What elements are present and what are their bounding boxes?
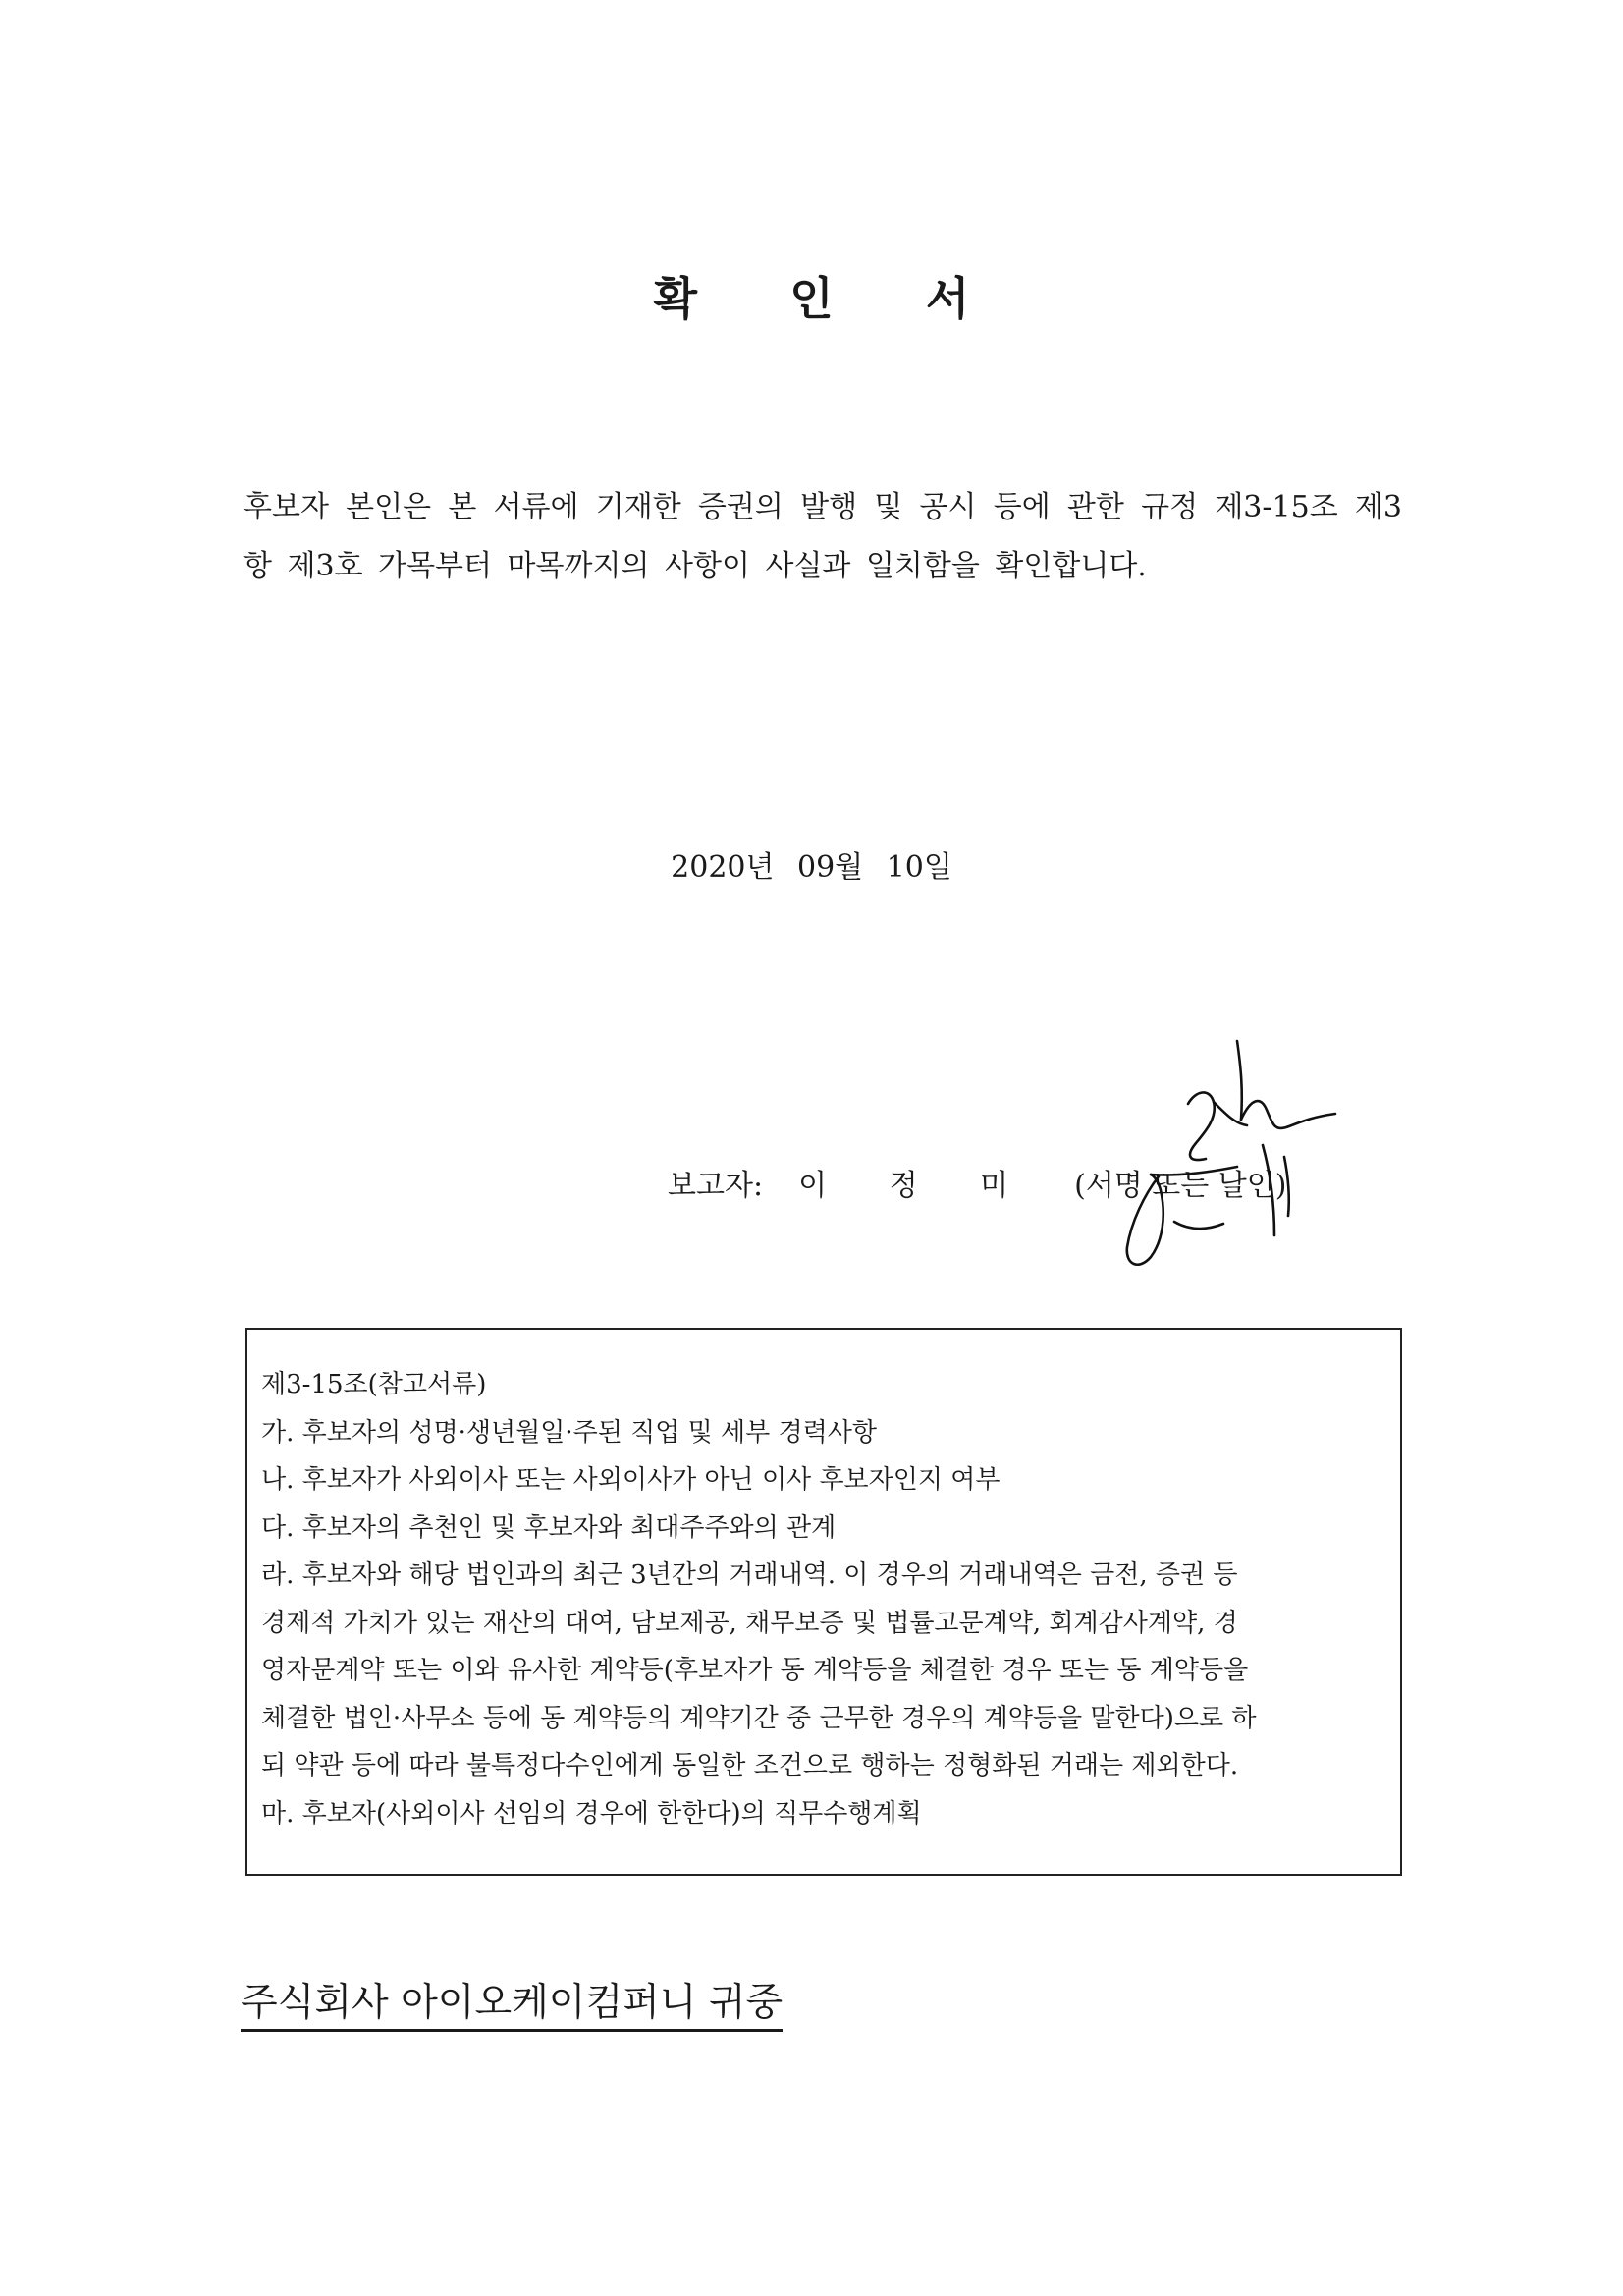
reference-item-continuation: 체결한 법인·사무소 등에 동 계약등의 계약기간 중 근무한 경우의 계약등을 말한다)으로 하 bbox=[261, 1703, 1257, 1733]
handwritten-signature bbox=[1041, 1029, 1355, 1285]
signature-note: (서명 또는 날인) bbox=[1074, 1169, 1287, 1203]
reference-item: 마. 후보자(사외이사 선임의 경우에 한한다)의 직무수행계획 bbox=[261, 1798, 922, 1829]
reference-item-continuation: 경제적 가치가 있는 재산의 대여, 담보제공, 채무보증 및 법률고문계약, 회계감사계약, 경 bbox=[261, 1608, 1238, 1638]
reference-item: 가. 후보자의 성명·생년월일·주된 직업 및 세부 경력사항 bbox=[261, 1417, 877, 1448]
addressee: 주식회사 아이오케이컴퍼니 귀중 bbox=[241, 1980, 783, 2032]
reference-item: 나. 후보자가 사외이사 또는 사외이사가 아닌 이사 후보자인지 여부 bbox=[261, 1465, 1001, 1495]
reporter-name: 이 정 미 bbox=[798, 1169, 1036, 1203]
document-title: 확 인 서 bbox=[653, 272, 1008, 325]
reference-item: 다. 후보자의 추천인 및 후보자와 최대주주와의 관계 bbox=[261, 1512, 837, 1543]
reporter-label: 보고자: bbox=[668, 1169, 764, 1203]
reference-heading: 제3-15조(참고서류) bbox=[261, 1370, 487, 1399]
reference-item-continuation: 되 약관 등에 따라 불특정다수인에게 동일한 조건으로 행하는 정형화된 거래는 제외한다. bbox=[261, 1751, 1239, 1780]
confirmation-statement: 후보자 본인은 본 서류에 기재한 증권의 발행 및 공시 등에 관한 규정 제3-15조 제3항 제3호 가목부터 마목까지의 사항이 사실과 일치함을 확인합니다. bbox=[243, 490, 1402, 583]
reference-item: 라. 후보자와 해당 법인과의 최근 3년간의 거래내역. 이 경우의 거래내역은 금전, 증권 등 bbox=[261, 1560, 1238, 1590]
document-date: 2020년 09월 10일 bbox=[671, 850, 952, 885]
reference-item-continuation: 영자문계약 또는 이와 유사한 계약등(후보자가 동 계약등을 체결한 경우 또는 동 계약등을 bbox=[261, 1656, 1249, 1685]
reference-box bbox=[245, 1328, 1402, 1876]
